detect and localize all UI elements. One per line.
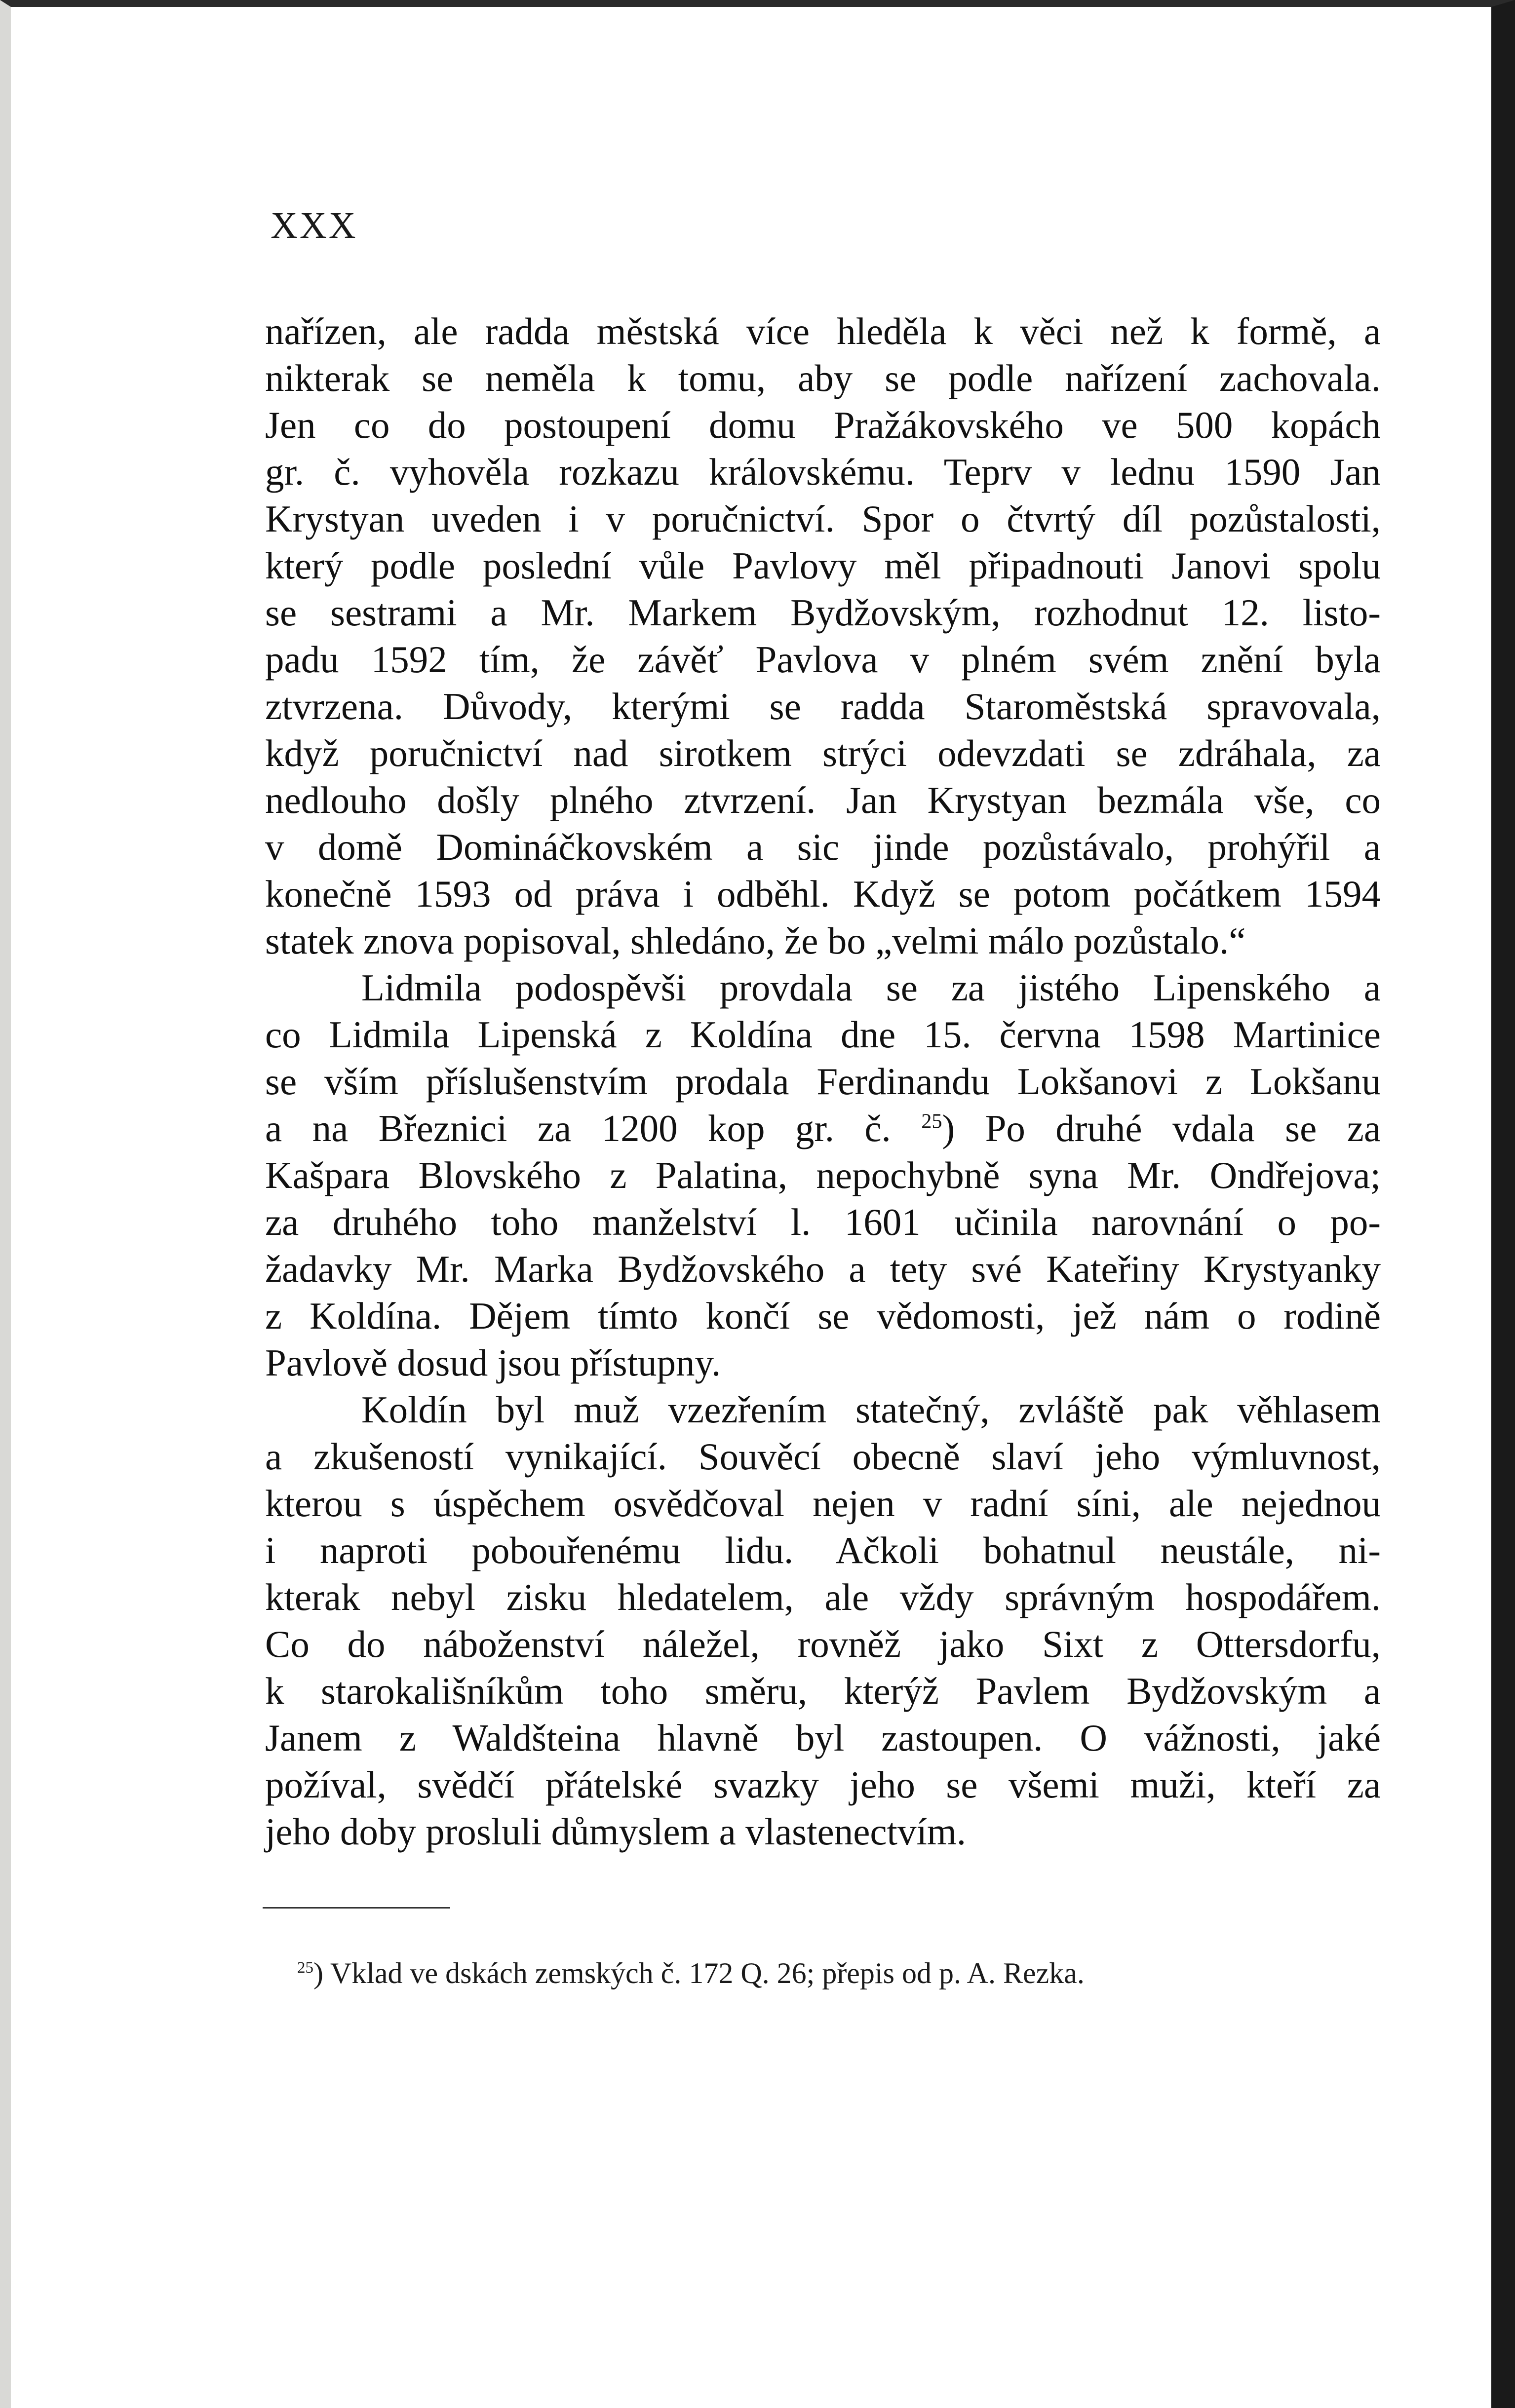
text-line: co Lidmila Lipenská z Koldína dne 15. června 1598 Martinice — [265, 1013, 1381, 1056]
text-line: k starokališníkům toho směru, kterýž Pavlem Bydžovským a — [265, 1670, 1381, 1712]
text-line: padu 1592 tím, že závěť Pavlova v plném svém znění byla — [265, 638, 1381, 681]
text-line: jeho doby prosluli důmyslem a vlastenectvím. — [265, 1810, 966, 1853]
text-line: se sestrami a Mr. Markem Bydžovským, rozhodnut 12. listo- — [265, 591, 1381, 634]
text-line: Kašpara Blovského z Palatina, nepochybně syna Mr. Ondřejova; — [265, 1154, 1381, 1196]
text-line: který podle poslední vůle Pavlovy měl připadnouti Janovi spolu — [265, 544, 1381, 587]
text-line: Krystyan uveden i v poručnictví. Spor o čtvrtý díl pozůstalosti, — [265, 497, 1381, 540]
text-line: Co do náboženství náležel, rovněž jako Sixt z Ottersdorfu, — [265, 1623, 1381, 1665]
text-line: požíval, svědčí přátelské svazky jeho se všemi muži, kteří za — [265, 1763, 1381, 1806]
text-segment: ) Po druhé vdala se za — [942, 1107, 1381, 1149]
page-number: XXX — [271, 205, 358, 246]
footnote-text: ) Vklad ve dskách zemských č. 172 Q. 26; přepis od p. A. Rezka. — [313, 1957, 1085, 1989]
footnote-divider — [263, 1907, 450, 1909]
text-line: gr. č. vyhověla rozkazu královskému. Teprv v lednu 1590 Jan — [265, 451, 1381, 493]
text-line: kterou s úspěchem osvědčoval nejen v radní síni, ale nejednou — [265, 1482, 1381, 1525]
text-line: statek znova popisoval, shledáno, že bo „velmi málo pozůstalo.“ — [265, 919, 1246, 962]
text-line: když poručnictví nad sirotkem strýci odevzdati se zdráhala, za — [265, 732, 1381, 774]
text-line: nařízen, ale radda městská více hleděla k věci než k formě, a — [265, 310, 1381, 352]
text-line: v domě Domináčkovském a sic jinde pozůstávalo, prohýřil a — [265, 826, 1381, 868]
text-line-with-footnote-ref — [265, 1105, 1381, 1152]
footnote-marker: 25 — [297, 1959, 313, 1977]
text-line: konečně 1593 od práva i odběhl. Když se potom počátkem 1594 — [265, 873, 1381, 915]
text-line: z Koldína. Dějem tímto končí se vědomosti, jež nám o rodině — [265, 1295, 1381, 1337]
text-line: nikterak se neměla k tomu, aby se podle nařízení zachovala. — [265, 357, 1381, 399]
text-segment: a na Březnici za 1200 kop gr. č. — [265, 1107, 891, 1149]
text-line: ztvrzena. Důvody, kterými se radda Staroměstská spravovala, — [265, 685, 1381, 727]
text-line: kterak nebyl zisku hledatelem, ale vždy správným hospodářem. — [265, 1576, 1381, 1618]
text-line: Pavlově dosud jsou přístupny. — [265, 1341, 721, 1384]
footnote — [297, 1956, 1085, 1990]
text-line: za druhého toho manželství l. 1601 učinila narovnání o po- — [265, 1201, 1381, 1243]
text-line: a zkušeností vynikající. Souvěcí obecně slaví jeho výmluvnost, — [265, 1435, 1381, 1478]
text-line: Janem z Waldšteina hlavně byl zastoupen. O vážnosti, jaké — [265, 1717, 1381, 1759]
footnote-reference[interactable]: 25 — [921, 1109, 942, 1133]
text-line: Lidmila podospěvši provdala se za jistého Lipenského a — [361, 966, 1381, 1009]
text-line: se vším příslušenstvím prodala Ferdinandu Lokšanovi z Lokšanu — [265, 1060, 1381, 1103]
text-line: Jen co do postoupení domu Pražákovského ve 500 kopách — [265, 404, 1381, 446]
text-line: i naproti pobouřenému lidu. Ačkoli bohatnul neustále, ni- — [265, 1529, 1381, 1571]
text-line: Koldín byl muž vzezřením statečný, zvláště pak věhlasem — [361, 1388, 1381, 1431]
text-line: žadavky Mr. Marka Bydžovského a tety své Kateřiny Krystyanky — [265, 1248, 1381, 1290]
body-text — [265, 308, 1381, 1855]
text-line: nedlouho došly plného ztvrzení. Jan Krystyan bezmála vše, co — [265, 779, 1381, 821]
